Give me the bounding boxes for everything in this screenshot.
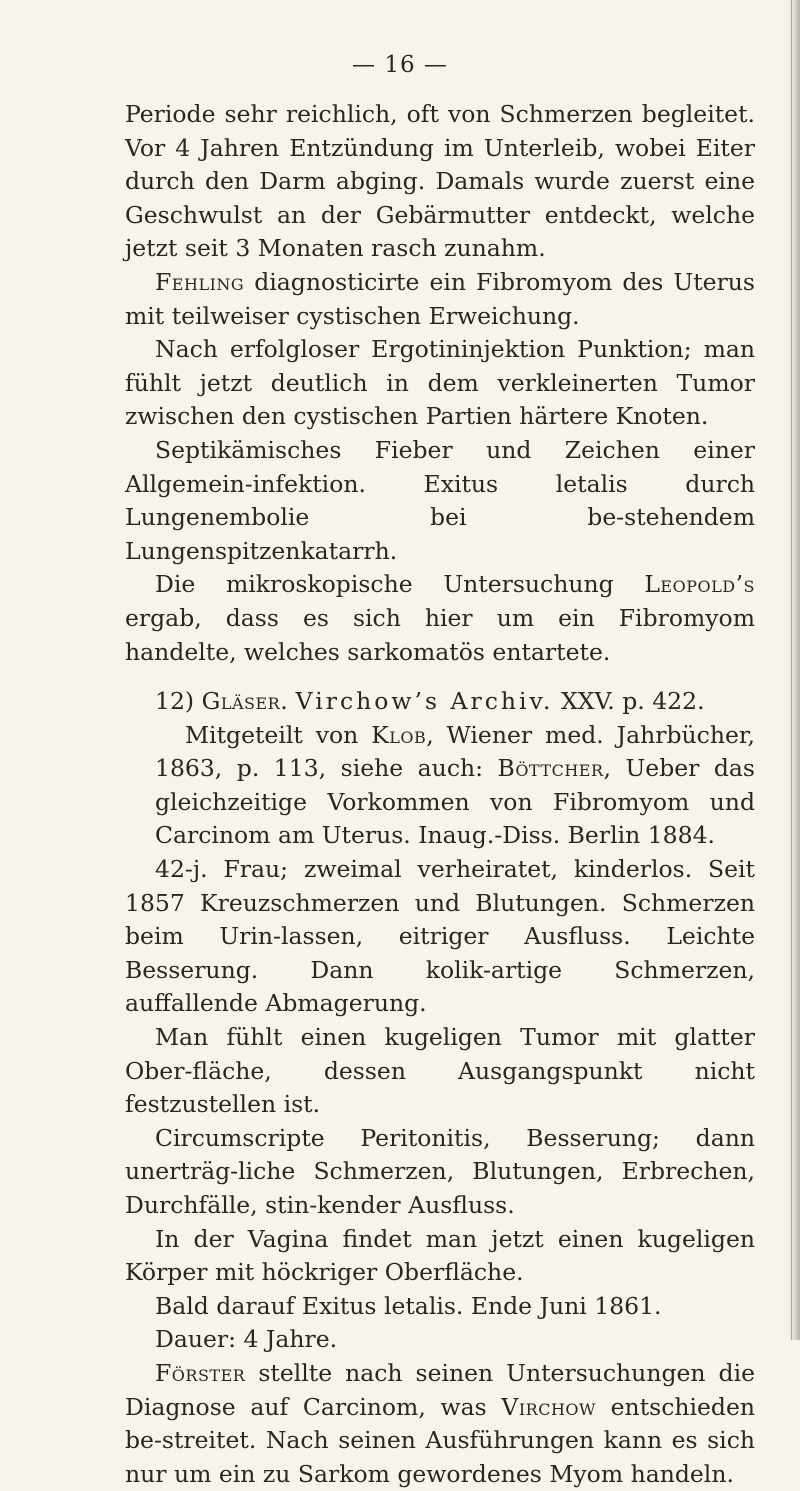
reference-source [125, 719, 755, 853]
paragraph-peritonitis: Circumscripte Peritonitis, Besserung; dann unerträg-liche Schmerzen, Blutungen, Erbrechen, Durchfälle, stin-kender Ausfluss. [125, 1123, 755, 1219]
page-number: — 16 — [352, 52, 448, 78]
paragraph-fieber: Septikämisches Fieber und Zeichen einer Allgemein-infektion. Exitus letalis durch Lungenembolie bei be-stehendem Lungenspitzenkatarrh. [125, 435, 755, 565]
paragraph-dauer: Dauer: 4 Jahre. [155, 1325, 338, 1354]
paragraph-text: diagnosticirte ein Fibromyom des Uterus mit teilweiser cystischen Erweichung. [125, 267, 755, 330]
page-edge-line [791, 0, 792, 1340]
paragraph-text: entschieden be-streitet. Nach seinen Ausführungen kann es sich nur um ein zu Sarkom gewordenes Myom handeln. [125, 1392, 755, 1488]
paragraph-tumor: Man fühlt einen kugeligen Tumor mit glatter Ober-fläche, dessen Ausgangspunkt nicht festzustellen ist. [125, 1023, 755, 1119]
paragraph-exitus: Bald darauf Exitus letalis. Ende Juni 1861. [155, 1291, 662, 1320]
author-name: Fehling [155, 267, 245, 296]
paragraph-text: stellte nach seinen Untersuchungen die Diagnose auf Carcinom, was [125, 1358, 755, 1421]
page-edge-shadow [788, 0, 800, 1340]
paragraph-periode: Periode sehr reichlich, oft von Schmerzen begleitet. Vor 4 Jahren Entzündung im Unterleib, wobei Eiter durch den Darm abging. Damals wurde zuerst eine Geschwulst an der Gebärmutter entdeckt, welche jetzt seit 3 Monaten rasch zunahm. [125, 100, 755, 263]
paragraph-fehling [125, 266, 755, 333]
reference-heading [125, 685, 755, 719]
author-name: Leopold’s [644, 570, 755, 599]
paragraph-text: Die mikroskopische Untersuchung [155, 570, 645, 599]
reference-text: Mitgeteilt von [185, 720, 372, 749]
reference-author-klob: Klob [371, 720, 427, 749]
reference-text: , Wiener med. Jahrbücher, 1863, p. 113, siehe auch: [155, 720, 755, 783]
reference-author-boettcher: Böttcher [497, 754, 604, 783]
page-body [125, 98, 755, 1491]
reference-journal: Virchow’s Archiv. [295, 687, 554, 716]
reference-citation: XXV. p. 422. [553, 687, 705, 716]
paragraph-foerster [125, 1357, 755, 1491]
author-foerster: Förster [155, 1358, 246, 1387]
paragraph-punktion: Nach erfolgloser Ergotininjektion Punktion; man fühlt jetzt deutlich in dem verkleinerten Tumor zwischen den cystischen Partien härtere Knoten. [125, 335, 755, 431]
reference-author: Gläser. [201, 687, 289, 716]
paragraph-leopold [125, 568, 755, 669]
reference-number: 12) [155, 687, 195, 716]
author-virchow: Virchow [501, 1392, 596, 1421]
paragraph-text: ergab, dass es sich hier um ein Fibromyom handelte, welches sarkomatös entartete. [125, 603, 755, 666]
paragraph-vagina: In der Vagina findet man jetzt einen kugeligen Körper mit höckriger Oberfläche. [125, 1224, 755, 1287]
reference-text: , Ueber das gleichzeitige Vorkommen von Fibromyom und Carcinom am Uterus. Inaug.-Diss. Berlin 1884. [155, 754, 755, 850]
paragraph-case-history: 42-j. Frau; zweimal verheiratet, kinderlos. Seit 1857 Kreuzschmerzen und Blutungen. Schmerzen beim Urin-lassen, eitriger Ausfluss. Leichte Besserung. Dann kolik-artige Schmerzen, auffallende Abmagerung. [125, 855, 755, 1018]
